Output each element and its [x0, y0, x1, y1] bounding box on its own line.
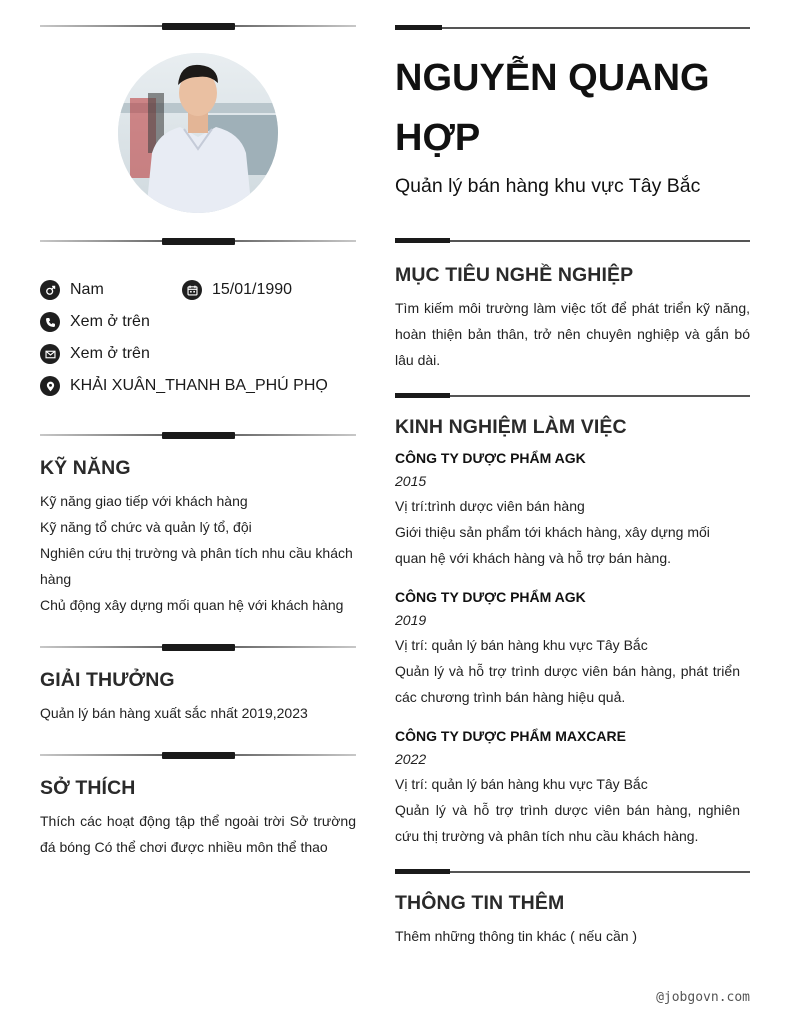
experience-position: Vị trí: quản lý bán hàng khu vực Tây Bắc	[395, 637, 648, 653]
divider-experience	[395, 393, 750, 399]
divider-awards	[40, 643, 356, 651]
awards-text: Quản lý bán hàng xuất sắc nhất 2019,2023	[40, 705, 308, 721]
experience-company: CÔNG TY DƯỢC PHẨM AGK	[395, 589, 586, 605]
awards-title: GIẢI THƯỞNG	[40, 669, 175, 691]
gender-icon	[40, 280, 60, 300]
objective-text: Tìm kiếm môi trường làm việc tốt để phát triển kỹ năng, hoàn thiện bản thân, trở nên chuyên nghiệp và gắn bó lâu dài.	[395, 300, 750, 368]
phone-value: Xem ở trên	[70, 313, 150, 330]
address-value: KHẢI XUÂN_THANH BA_PHÚ PHỌ	[70, 377, 328, 394]
experience-description: Giới thiệu sản phẩm tới khách hàng, xây dựng mối quan hệ với khách hàng và hỗ trợ bán hàng.	[395, 524, 710, 566]
divider-top-left	[40, 22, 356, 30]
extra-text: Thêm những thông tin khác ( nếu cần )	[395, 928, 638, 944]
experience-description: Quản lý và hỗ trợ trình dược viên bán hàng, nghiên cứu thị trường và phân tích nhu cầu khách hàng.	[395, 802, 740, 844]
divider-hobbies	[40, 751, 356, 759]
watermark: @jobgovn.com	[656, 990, 750, 1005]
experience-company: CÔNG TY DƯỢC PHẨM AGK	[395, 450, 586, 466]
profile-photo	[118, 53, 278, 213]
email-value: Xem ở trên	[70, 345, 150, 362]
hobbies-title: SỞ THÍCH	[40, 777, 136, 799]
divider-skills	[40, 431, 356, 439]
email-row	[40, 344, 150, 364]
gender-value: Nam	[70, 281, 104, 298]
experience-year: 2015	[395, 473, 427, 489]
candidate-name: NGUYỄN QUANG HỢP	[395, 57, 710, 159]
gender-row	[40, 280, 104, 300]
skills-text: Kỹ năng giao tiếp với khách hàng Kỹ năng tổ chức và quản lý tổ, đội Nghiên cứu thị trường và phân tích nhu cầu khách hàng Chủ động xây dựng mối quan hệ với khách hàng	[40, 493, 353, 613]
experience-title: KINH NGHIỆM LÀM VIỆC	[395, 416, 627, 438]
divider-top-right	[395, 25, 750, 31]
avatar	[118, 53, 278, 213]
skills-title: KỸ NĂNG	[40, 457, 131, 479]
experience-position: Vị trí:trình dược viên bán hàng	[395, 498, 585, 514]
phone-row	[40, 312, 150, 332]
objective-title: MỤC TIÊU NGHỀ NGHIỆP	[395, 264, 634, 286]
experience-position: Vị trí: quản lý bán hàng khu vực Tây Bắc	[395, 776, 648, 792]
address-row	[40, 376, 328, 396]
divider-extra	[395, 869, 750, 875]
email-icon	[40, 344, 60, 364]
experience-year: 2019	[395, 612, 427, 628]
experience-year: 2022	[395, 751, 427, 767]
birthday-row	[182, 280, 292, 300]
experience-company: CÔNG TY DƯỢC PHẨM MAXCARE	[395, 728, 626, 744]
experience-description: Quản lý và hỗ trợ trình dược viên bán hàng, phát triển các chương trình bán hàng hiệu quả.	[395, 663, 740, 705]
birthday-value: 15/01/1990	[212, 281, 293, 298]
candidate-title: Quản lý bán hàng khu vực Tây Bắc	[395, 175, 701, 197]
phone-icon	[40, 312, 60, 332]
calendar-icon	[182, 280, 202, 300]
location-pin-icon	[40, 376, 60, 396]
divider-objective	[395, 238, 750, 244]
divider-below-avatar	[40, 237, 356, 245]
extra-title: THÔNG TIN THÊM	[395, 892, 565, 914]
hobbies-text: Thích các hoạt động tập thể ngoài trời Sở trường đá bóng Có thể chơi được nhiều môn thể thao	[40, 813, 356, 855]
